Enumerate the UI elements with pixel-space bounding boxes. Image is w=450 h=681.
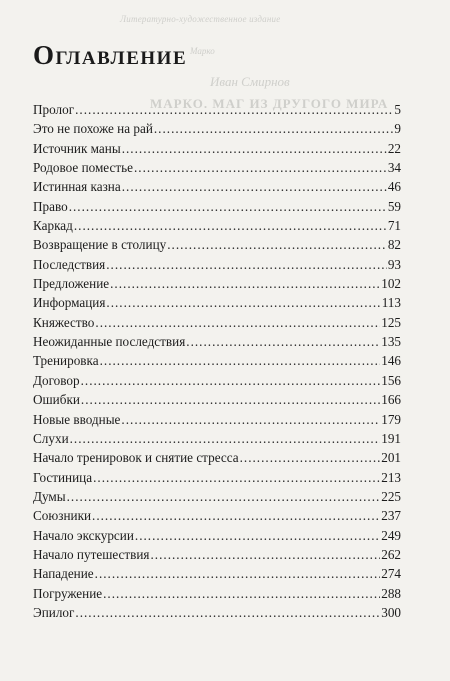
toc-entry-label: Княжество <box>33 314 95 330</box>
bleed-through-text: Марко <box>190 46 215 56</box>
toc-entry-label: Источник маны <box>33 140 121 156</box>
toc-entry-label: Нападение <box>33 566 94 582</box>
toc-leader-dots <box>95 313 380 332</box>
toc-entry-page-number: 225 <box>381 488 401 504</box>
toc-entry-page-number: 5 <box>394 102 401 117</box>
toc-entry-page-number: 46 <box>387 179 401 195</box>
toc-entry <box>33 235 401 254</box>
toc-entry-page-number: 237 <box>381 508 401 524</box>
toc-leader-dots <box>69 197 387 216</box>
toc-leader-dots <box>67 487 381 506</box>
toc-entry-label: Союзники <box>33 508 92 524</box>
toc-entry-label: Предложение <box>33 276 110 292</box>
toc-entry <box>33 506 401 525</box>
toc-entry <box>33 468 401 487</box>
toc-entry-label: Слухи <box>33 430 69 446</box>
toc-entry-label: Эпилог <box>33 604 75 620</box>
toc-entry-label: Неожиданные последствия <box>33 334 186 350</box>
toc-entry <box>33 351 401 370</box>
toc-entry <box>33 410 401 429</box>
toc-leader-dots <box>100 351 381 370</box>
toc-entry-page-number: 125 <box>381 314 401 330</box>
toc-entry <box>33 216 401 235</box>
toc-entry-label: Думы <box>33 488 66 504</box>
toc-entry-page-number: 59 <box>387 198 401 214</box>
toc-entry <box>33 371 401 390</box>
toc-leader-dots <box>106 293 380 312</box>
toc-leader-dots <box>103 584 380 603</box>
toc-entry-page-number: 9 <box>394 121 401 137</box>
toc-leader-dots <box>74 216 387 235</box>
toc-entry <box>33 526 401 545</box>
toc-entry-page-number: 166 <box>381 392 401 408</box>
toc-entry <box>33 487 401 506</box>
toc-entry <box>33 274 401 293</box>
toc-entry-page-number: 156 <box>381 372 401 388</box>
toc-entry <box>33 139 401 158</box>
toc-leader-dots <box>81 371 381 390</box>
toc-leader-dots <box>92 506 380 525</box>
toc-entry-page-number: 146 <box>381 353 401 369</box>
toc-entry <box>33 448 401 467</box>
toc-leader-dots <box>122 139 387 158</box>
toc-entry-page-number: 249 <box>381 527 401 543</box>
table-of-contents <box>33 100 401 622</box>
toc-entry <box>33 564 401 583</box>
toc-entry-page-number: 213 <box>381 469 401 485</box>
toc-entry-page-number: 179 <box>381 411 401 427</box>
toc-leader-dots <box>135 526 380 545</box>
toc-entry-label: Каркад <box>33 218 73 234</box>
toc-entry <box>33 545 401 564</box>
toc-leader-dots <box>81 390 380 409</box>
toc-leader-dots <box>93 468 380 487</box>
toc-entry-label: Пролог <box>33 102 75 117</box>
toc-leader-dots <box>75 603 380 622</box>
toc-leader-dots <box>70 429 381 448</box>
bleed-through-text: Литературно-художественное издание <box>120 14 281 24</box>
toc-entry-page-number: 135 <box>381 334 401 350</box>
toc-entry-page-number: 113 <box>381 295 401 311</box>
toc-entry-label: Последствия <box>33 256 106 272</box>
toc-entry <box>33 584 401 603</box>
toc-leader-dots <box>154 119 394 138</box>
toc-leader-dots <box>75 100 393 119</box>
toc-entry-label: Это не похоже на рай <box>33 121 153 137</box>
toc-entry <box>33 603 401 622</box>
toc-entry-label: Истинная казна <box>33 179 121 195</box>
toc-entry-label: Начало путешествия <box>33 546 150 562</box>
toc-entry <box>33 332 401 351</box>
toc-entry-page-number: 71 <box>387 218 401 234</box>
toc-entry-label: Новые вводные <box>33 411 121 427</box>
toc-entry-label: Тренировка <box>33 353 99 369</box>
toc-entry <box>33 390 401 409</box>
toc-leader-dots <box>95 564 381 583</box>
toc-entry-label: Погружение <box>33 585 103 601</box>
bleed-through-text: Иван Смирнов <box>210 74 290 89</box>
toc-entry-label: Гостиница <box>33 469 93 485</box>
toc-leader-dots <box>106 255 387 274</box>
toc-entry <box>33 293 401 312</box>
toc-entry-page-number: 191 <box>381 430 401 446</box>
toc-leader-dots <box>167 235 387 254</box>
toc-leader-dots <box>110 274 380 293</box>
toc-leader-dots <box>122 177 387 196</box>
toc-entry-label: Начало тренировок и снятие стресса <box>33 450 239 466</box>
toc-entry-page-number: 102 <box>381 276 401 292</box>
toc-entry <box>33 255 401 274</box>
toc-entry <box>33 429 401 448</box>
toc-entry-label: Начало экскурсии <box>33 527 134 543</box>
toc-entry-page-number: 274 <box>381 566 401 582</box>
toc-entry <box>33 100 401 119</box>
toc-entry <box>33 313 401 332</box>
toc-entry <box>33 177 401 196</box>
toc-entry-label: Информация <box>33 295 106 311</box>
toc-entry-page-number: 93 <box>387 256 401 272</box>
toc-entry-page-number: 288 <box>381 585 401 601</box>
toc-entry-page-number: 262 <box>381 546 401 562</box>
toc-entry <box>33 119 401 138</box>
toc-entry-page-number: 300 <box>381 604 401 620</box>
toc-entry-page-number: 201 <box>381 450 401 466</box>
toc-entry-label: Родовое поместье <box>33 160 133 176</box>
toc-leader-dots <box>134 158 387 177</box>
toc-leader-dots <box>121 410 380 429</box>
page-title: Оглавление <box>33 40 188 70</box>
toc-entry-label: Право <box>33 198 68 214</box>
toc-entry-label: Договор <box>33 372 80 388</box>
bleed-through-text: МАРКО. МАГ ИЗ ДРУГОГО МИРА <box>150 96 389 111</box>
toc-entry-page-number: 34 <box>387 160 401 176</box>
toc-entry <box>33 158 401 177</box>
toc-leader-dots <box>240 448 381 467</box>
toc-leader-dots <box>151 545 381 564</box>
toc-entry-page-number: 22 <box>387 140 401 156</box>
toc-entry-page-number: 82 <box>387 237 401 253</box>
toc-entry <box>33 197 401 216</box>
toc-entry-label: Возвращение в столицу <box>33 237 167 253</box>
toc-entry-label: Ошибки <box>33 392 80 408</box>
toc-leader-dots <box>186 332 380 351</box>
